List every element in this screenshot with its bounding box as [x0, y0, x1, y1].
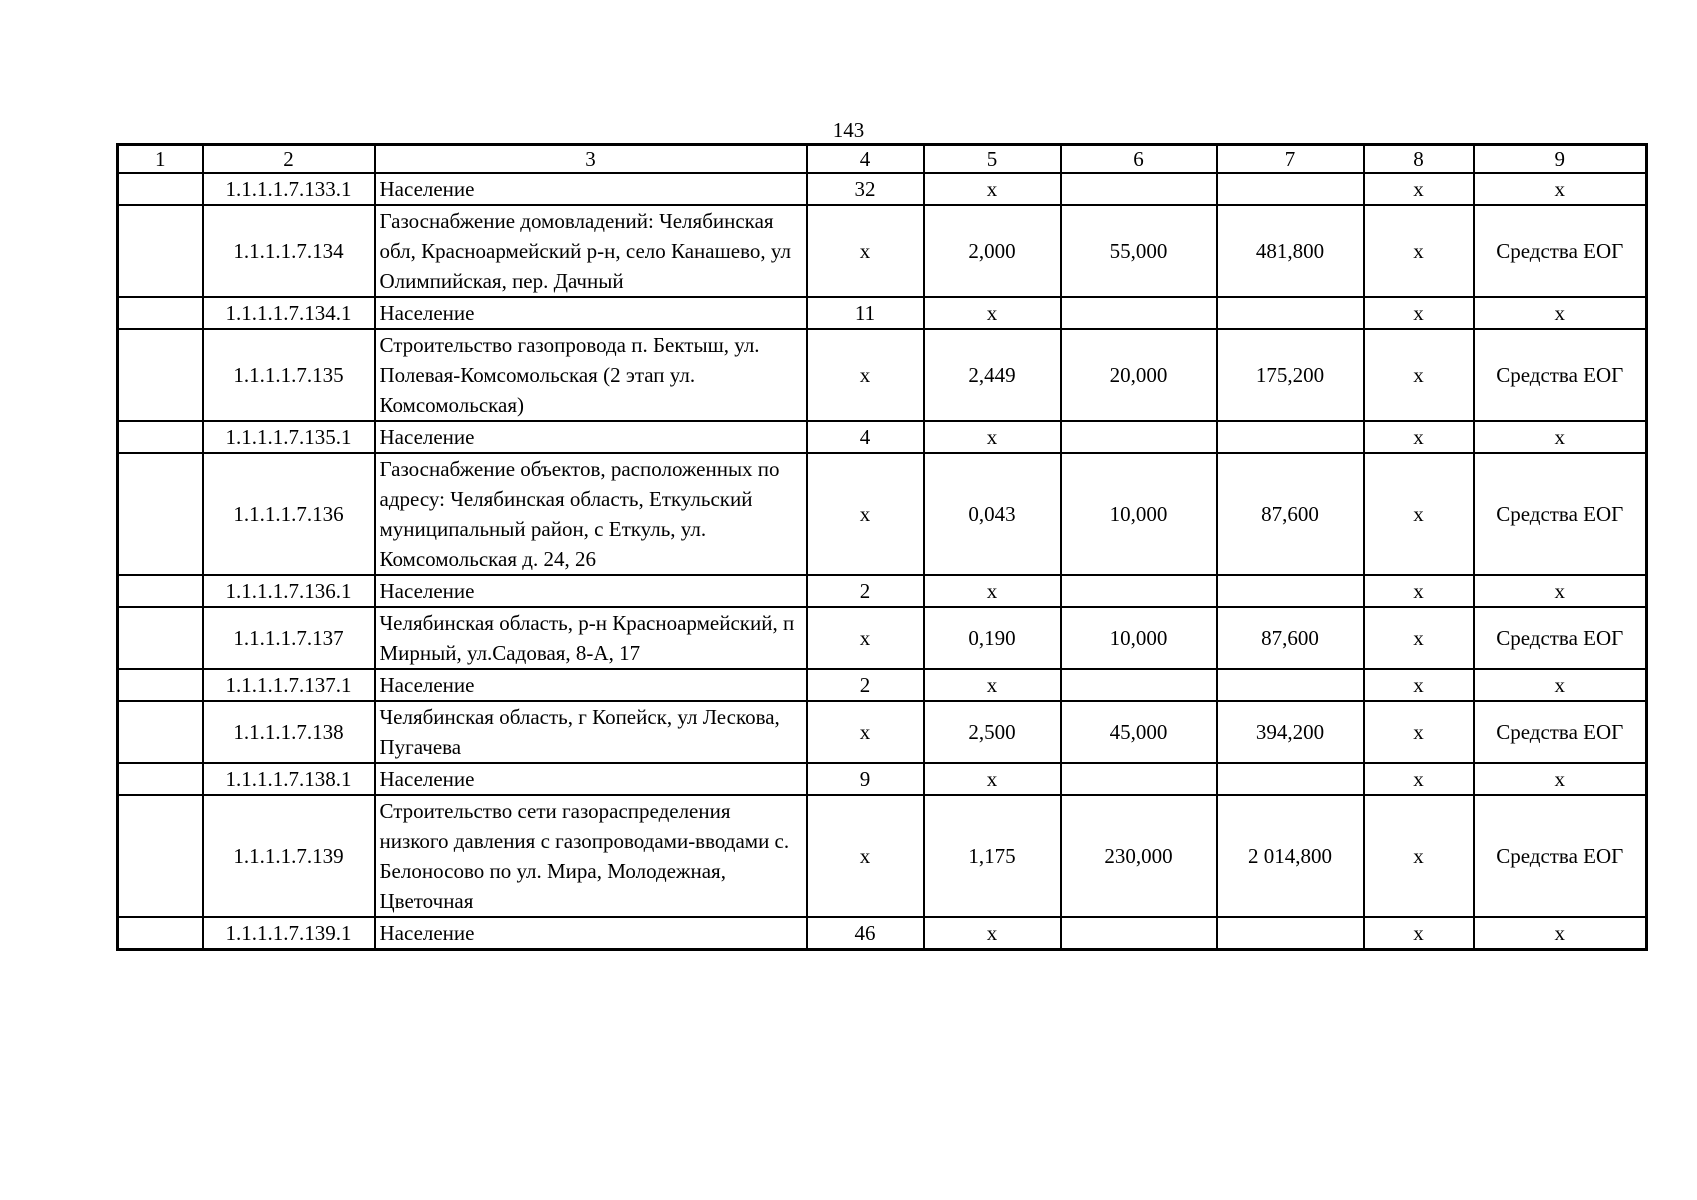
cell-description: Челябинская область, р-н Красноармейский, п Мирный, ул.Садовая, 8-А, 17: [375, 607, 807, 669]
cell-col8: х: [1364, 701, 1474, 763]
cell-length: х: [924, 575, 1061, 607]
table-subrow: [118, 669, 1647, 701]
cell-code: 1.1.1.1.7.139: [203, 795, 375, 917]
cell-quantity: х: [807, 795, 924, 917]
cell-source: х: [1474, 763, 1647, 795]
cell-col8: х: [1364, 297, 1474, 329]
cell-quantity: 11: [807, 297, 924, 329]
data-table: [116, 143, 1648, 951]
cell-description: Население: [375, 575, 807, 607]
cell-length: х: [924, 173, 1061, 205]
column-header: 4: [807, 145, 924, 174]
cell-source: Средства ЕОГ: [1474, 205, 1647, 297]
cell-col1: [118, 173, 203, 205]
cell-code: 1.1.1.1.7.136.1: [203, 575, 375, 607]
cell-quantity: 46: [807, 917, 924, 950]
cell-quantity: х: [807, 205, 924, 297]
cell-length: х: [924, 763, 1061, 795]
table-row: [118, 329, 1647, 421]
cell-source: х: [1474, 297, 1647, 329]
cell-length: 1,175: [924, 795, 1061, 917]
cell-quantity: х: [807, 607, 924, 669]
cell-description: Население: [375, 297, 807, 329]
table-row: [118, 453, 1647, 575]
cell-col1: [118, 453, 203, 575]
cell-length: 0,190: [924, 607, 1061, 669]
cell-length: х: [924, 917, 1061, 950]
cell-volume: 2 014,800: [1217, 795, 1364, 917]
cell-description: Население: [375, 421, 807, 453]
cell-volume: [1217, 669, 1364, 701]
cell-description: Население: [375, 173, 807, 205]
cell-col1: [118, 763, 203, 795]
column-header: 9: [1474, 145, 1647, 174]
cell-source: х: [1474, 173, 1647, 205]
cell-diameter: [1061, 173, 1217, 205]
cell-diameter: 45,000: [1061, 701, 1217, 763]
cell-diameter: 10,000: [1061, 607, 1217, 669]
cell-volume: 87,600: [1217, 453, 1364, 575]
cell-description: Строительство газопровода п. Бектыш, ул. Полевая-Комсомольская (2 этап ул. Комсомольская): [375, 329, 807, 421]
page-number: 143: [832, 118, 865, 142]
table-row: [118, 701, 1647, 763]
cell-col1: [118, 701, 203, 763]
column-header: 6: [1061, 145, 1217, 174]
cell-volume: [1217, 173, 1364, 205]
cell-length: 2,500: [924, 701, 1061, 763]
cell-description: Население: [375, 917, 807, 950]
cell-length: 2,449: [924, 329, 1061, 421]
cell-volume: 175,200: [1217, 329, 1364, 421]
table-row: [118, 795, 1647, 917]
cell-quantity: х: [807, 453, 924, 575]
cell-code: 1.1.1.1.7.136: [203, 453, 375, 575]
cell-code: 1.1.1.1.7.137.1: [203, 669, 375, 701]
cell-source: Средства ЕОГ: [1474, 607, 1647, 669]
cell-quantity: 2: [807, 669, 924, 701]
cell-col8: х: [1364, 173, 1474, 205]
cell-diameter: [1061, 575, 1217, 607]
cell-col1: [118, 917, 203, 950]
cell-length: х: [924, 297, 1061, 329]
cell-source: х: [1474, 917, 1647, 950]
cell-diameter: [1061, 917, 1217, 950]
cell-volume: [1217, 297, 1364, 329]
cell-col1: [118, 329, 203, 421]
cell-col8: х: [1364, 917, 1474, 950]
cell-source: Средства ЕОГ: [1474, 453, 1647, 575]
cell-source: Средства ЕОГ: [1474, 701, 1647, 763]
cell-volume: 394,200: [1217, 701, 1364, 763]
cell-volume: 481,800: [1217, 205, 1364, 297]
cell-col8: х: [1364, 763, 1474, 795]
table-row: [118, 205, 1647, 297]
header-row: [118, 145, 1647, 174]
cell-length: х: [924, 421, 1061, 453]
cell-col1: [118, 607, 203, 669]
cell-col8: х: [1364, 607, 1474, 669]
cell-diameter: 10,000: [1061, 453, 1217, 575]
cell-diameter: 230,000: [1061, 795, 1217, 917]
cell-code: 1.1.1.1.7.137: [203, 607, 375, 669]
cell-diameter: 20,000: [1061, 329, 1217, 421]
column-header: 8: [1364, 145, 1474, 174]
cell-code: 1.1.1.1.7.138: [203, 701, 375, 763]
cell-col8: х: [1364, 575, 1474, 607]
cell-col1: [118, 575, 203, 607]
cell-col1: [118, 795, 203, 917]
table-subrow: [118, 297, 1647, 329]
cell-volume: 87,600: [1217, 607, 1364, 669]
cell-length: 2,000: [924, 205, 1061, 297]
cell-col8: х: [1364, 669, 1474, 701]
cell-length: х: [924, 669, 1061, 701]
cell-quantity: 9: [807, 763, 924, 795]
column-header: 2: [203, 145, 375, 174]
table-subrow: [118, 575, 1647, 607]
cell-volume: [1217, 421, 1364, 453]
cell-quantity: х: [807, 701, 924, 763]
cell-volume: [1217, 575, 1364, 607]
cell-volume: [1217, 917, 1364, 950]
cell-description: Челябинская область, г Копейск, ул Лескова, Пугачева: [375, 701, 807, 763]
cell-col8: х: [1364, 795, 1474, 917]
cell-quantity: х: [807, 329, 924, 421]
cell-quantity: 32: [807, 173, 924, 205]
cell-code: 1.1.1.1.7.133.1: [203, 173, 375, 205]
cell-col1: [118, 297, 203, 329]
cell-diameter: 55,000: [1061, 205, 1217, 297]
cell-code: 1.1.1.1.7.135: [203, 329, 375, 421]
cell-col8: х: [1364, 453, 1474, 575]
cell-code: 1.1.1.1.7.135.1: [203, 421, 375, 453]
cell-col8: х: [1364, 329, 1474, 421]
cell-col1: [118, 421, 203, 453]
cell-code: 1.1.1.1.7.134: [203, 205, 375, 297]
column-header: 7: [1217, 145, 1364, 174]
cell-description: Население: [375, 669, 807, 701]
table-row: [118, 607, 1647, 669]
cell-diameter: [1061, 669, 1217, 701]
table-subrow: [118, 763, 1647, 795]
cell-col1: [118, 205, 203, 297]
cell-volume: [1217, 763, 1364, 795]
cell-col8: х: [1364, 421, 1474, 453]
cell-source: х: [1474, 669, 1647, 701]
cell-description: Население: [375, 763, 807, 795]
cell-source: Средства ЕОГ: [1474, 795, 1647, 917]
cell-code: 1.1.1.1.7.134.1: [203, 297, 375, 329]
cell-diameter: [1061, 297, 1217, 329]
cell-source: х: [1474, 575, 1647, 607]
column-header: 5: [924, 145, 1061, 174]
cell-source: х: [1474, 421, 1647, 453]
cell-description: Газоснабжение домовладений: Челябинская обл, Красноармейский р-н, село Канашево, ул Олимпийская, пер. Дачный: [375, 205, 807, 297]
cell-source: Средства ЕОГ: [1474, 329, 1647, 421]
column-header: 1: [118, 145, 203, 174]
column-header: 3: [375, 145, 807, 174]
table-subrow: [118, 173, 1647, 205]
table-subrow: [118, 421, 1647, 453]
cell-diameter: [1061, 421, 1217, 453]
cell-quantity: 4: [807, 421, 924, 453]
table-subrow: [118, 917, 1647, 950]
cell-code: 1.1.1.1.7.138.1: [203, 763, 375, 795]
cell-col1: [118, 669, 203, 701]
cell-description: Строительство сети газораспределения низкого давления с газопроводами-вводами с. Белоносово по ул. Мира, Молодежная, Цветочная: [375, 795, 807, 917]
cell-col8: х: [1364, 205, 1474, 297]
cell-code: 1.1.1.1.7.139.1: [203, 917, 375, 950]
cell-quantity: 2: [807, 575, 924, 607]
cell-length: 0,043: [924, 453, 1061, 575]
cell-diameter: [1061, 763, 1217, 795]
cell-description: Газоснабжение объектов, расположенных по адресу: Челябинская область, Еткульский муниципальный район, с Еткуль, ул. Комсомольская д. 24, 26: [375, 453, 807, 575]
